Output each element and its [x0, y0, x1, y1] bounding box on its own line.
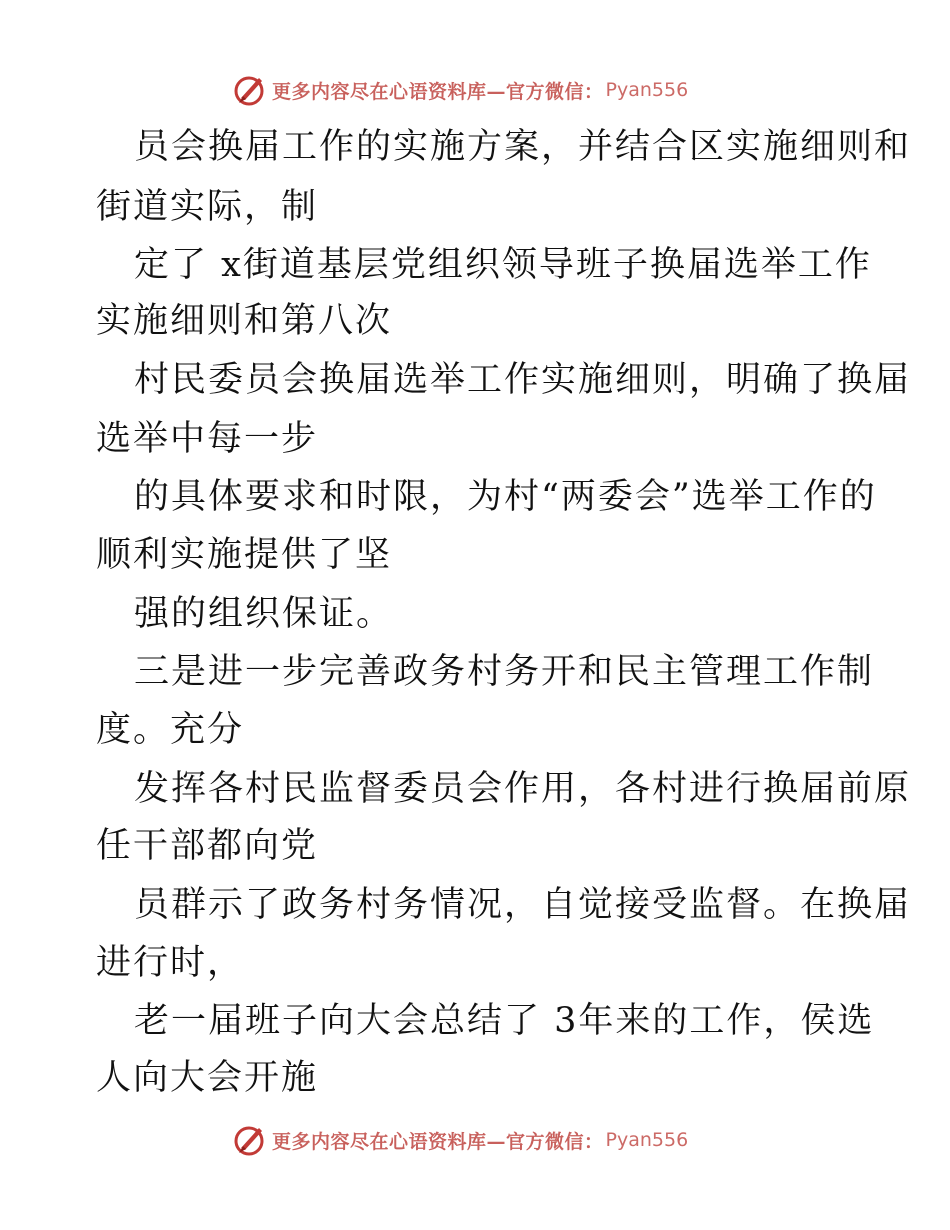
body-line: 三是进一步完善政务村务开和民主管理工作制 [134, 652, 875, 692]
body-line: 进行时， [96, 943, 245, 983]
body-line: 选举中每一步 [96, 419, 319, 459]
body-line: 街道实际，制 [96, 187, 319, 227]
body-line: 的具体要求和时限，为村“两委会”选举工作的 [134, 477, 877, 517]
body-line: 老一届班子向大会总结了 3年来的工作，侯选 [134, 1001, 875, 1041]
body-line: 发挥各村民监督委员会作用，各村进行换届前原 [134, 769, 912, 809]
body-line: 任干部都向党 [96, 826, 319, 866]
body-line: 实施细则和第八次 [96, 301, 393, 341]
header-banner-contact: Pyan556 [605, 79, 689, 101]
body-line: 度。充分 [96, 710, 245, 750]
body-line: 人向大会开施 [96, 1058, 319, 1098]
body-line: 顺利实施提供了坚 [96, 535, 393, 575]
footer-banner [232, 1120, 688, 1160]
body-line: 员群示了政务村务情况，自觉接受监督。在换届 [134, 885, 912, 925]
body-line: 强的组织保证。 [134, 594, 394, 634]
footer-banner-contact: Pyan556 [605, 1129, 689, 1151]
header-banner-text: 更多内容尽在心语资料库—官方微信： [272, 80, 604, 103]
body-line: 员会换届工作的实施方案，并结合区实施细则和 [134, 127, 912, 167]
body-line: 村民委员会换届选举工作实施细则，明确了换届 [134, 360, 912, 400]
quill-circle-icon [232, 72, 268, 108]
body-line: 定了 x街道基层党组织领导班子换届选举工作 [134, 245, 872, 285]
header-banner [232, 70, 688, 110]
footer-banner-text: 更多内容尽在心语资料库—官方微信： [272, 1130, 604, 1153]
quill-circle-icon [232, 1122, 268, 1158]
